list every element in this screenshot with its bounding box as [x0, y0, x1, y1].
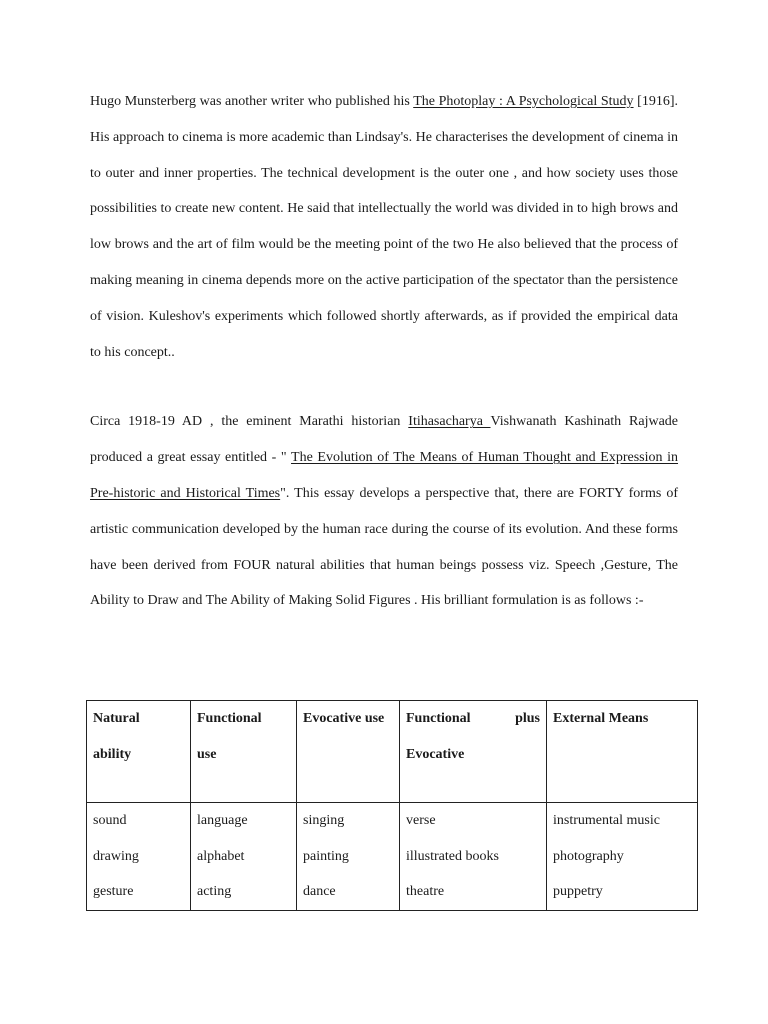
list-item: acting	[197, 884, 232, 899]
list-item: singing	[303, 813, 345, 828]
header-external-means: External Means	[547, 701, 698, 803]
para2-essay-lead: Vishwanath Kashinath Rajwade produced a great essay entitled - "	[90, 414, 679, 466]
cell-functional-use	[191, 803, 297, 911]
cell-evocative-use	[297, 803, 400, 911]
list-item: dance	[303, 884, 336, 899]
list-item: painting	[303, 848, 349, 864]
list-item: gesture	[93, 884, 134, 899]
list-item: instrumental music	[553, 813, 660, 828]
para2-intro: Circa 1918-19 AD , the eminent Marathi historian	[90, 414, 409, 430]
header-evocative-use: Evocative use	[297, 701, 400, 803]
para2-body: ". This essay develops a perspective that, there are FORTY forms of artistic communication developed by the human race during the course of its evolution. And these forms have been derived from FOUR natural abilities that human beings possess viz. Speech ,Gesture, The Ability to Draw and The Ability of Making Solid Figures . His brilliant formulation is as follows :-	[90, 485, 678, 609]
book-title-photoplay: The Photoplay : A Psychological Study	[413, 94, 634, 109]
header-natural-ability: Natural ability	[87, 701, 191, 803]
list-item: sound	[93, 813, 127, 828]
document-page	[90, 84, 678, 619]
list-item: language	[197, 813, 248, 828]
list-item: alphabet	[197, 848, 245, 864]
epithet-itihasacharya: Itihasacharya	[408, 414, 491, 430]
list-item: illustrated books	[406, 848, 499, 864]
cell-functional-plus-evocative	[400, 803, 547, 911]
header-functional-use: Functional use	[191, 701, 297, 803]
list-item: puppetry	[553, 884, 603, 899]
abilities-table	[86, 700, 698, 911]
essay-title: The Evolution of The Means of Human Thought and Expression in Pre-historic and Historical Times	[90, 450, 679, 501]
paragraph-rajwade	[90, 404, 678, 619]
cell-natural-ability	[87, 803, 191, 911]
abilities-table-wrapper	[86, 700, 698, 911]
cell-external-means	[547, 803, 698, 911]
para1-intro: Hugo Munsterberg was another writer who published his	[90, 94, 414, 109]
list-item: photography	[553, 848, 624, 864]
list-item: theatre	[406, 884, 445, 899]
para1-body: [1916]. His approach to cinema is more academic than Lindsay's. He characterises the development of cinema in to outer and inner properties. The technical development is the outer one , and how society uses those possibilities to create new content. He said that intellectually the world was divided in to high brows and low brows and the art of film would be the meeting point of the two He also believed that the process of making meaning in cinema depends more on the active participation of the spectator than the persistence of vision. Kuleshov's experiments which followed shortly afterwards, as if provided the empirical data to his concept..	[90, 94, 678, 360]
list-item: verse	[406, 813, 436, 828]
table-row	[87, 803, 698, 911]
paragraph-munsterberg	[90, 84, 678, 370]
table-header-row	[87, 701, 698, 803]
header-functional-plus-evocative: Functional plus Evocative	[400, 701, 547, 803]
list-item: drawing	[93, 848, 139, 864]
